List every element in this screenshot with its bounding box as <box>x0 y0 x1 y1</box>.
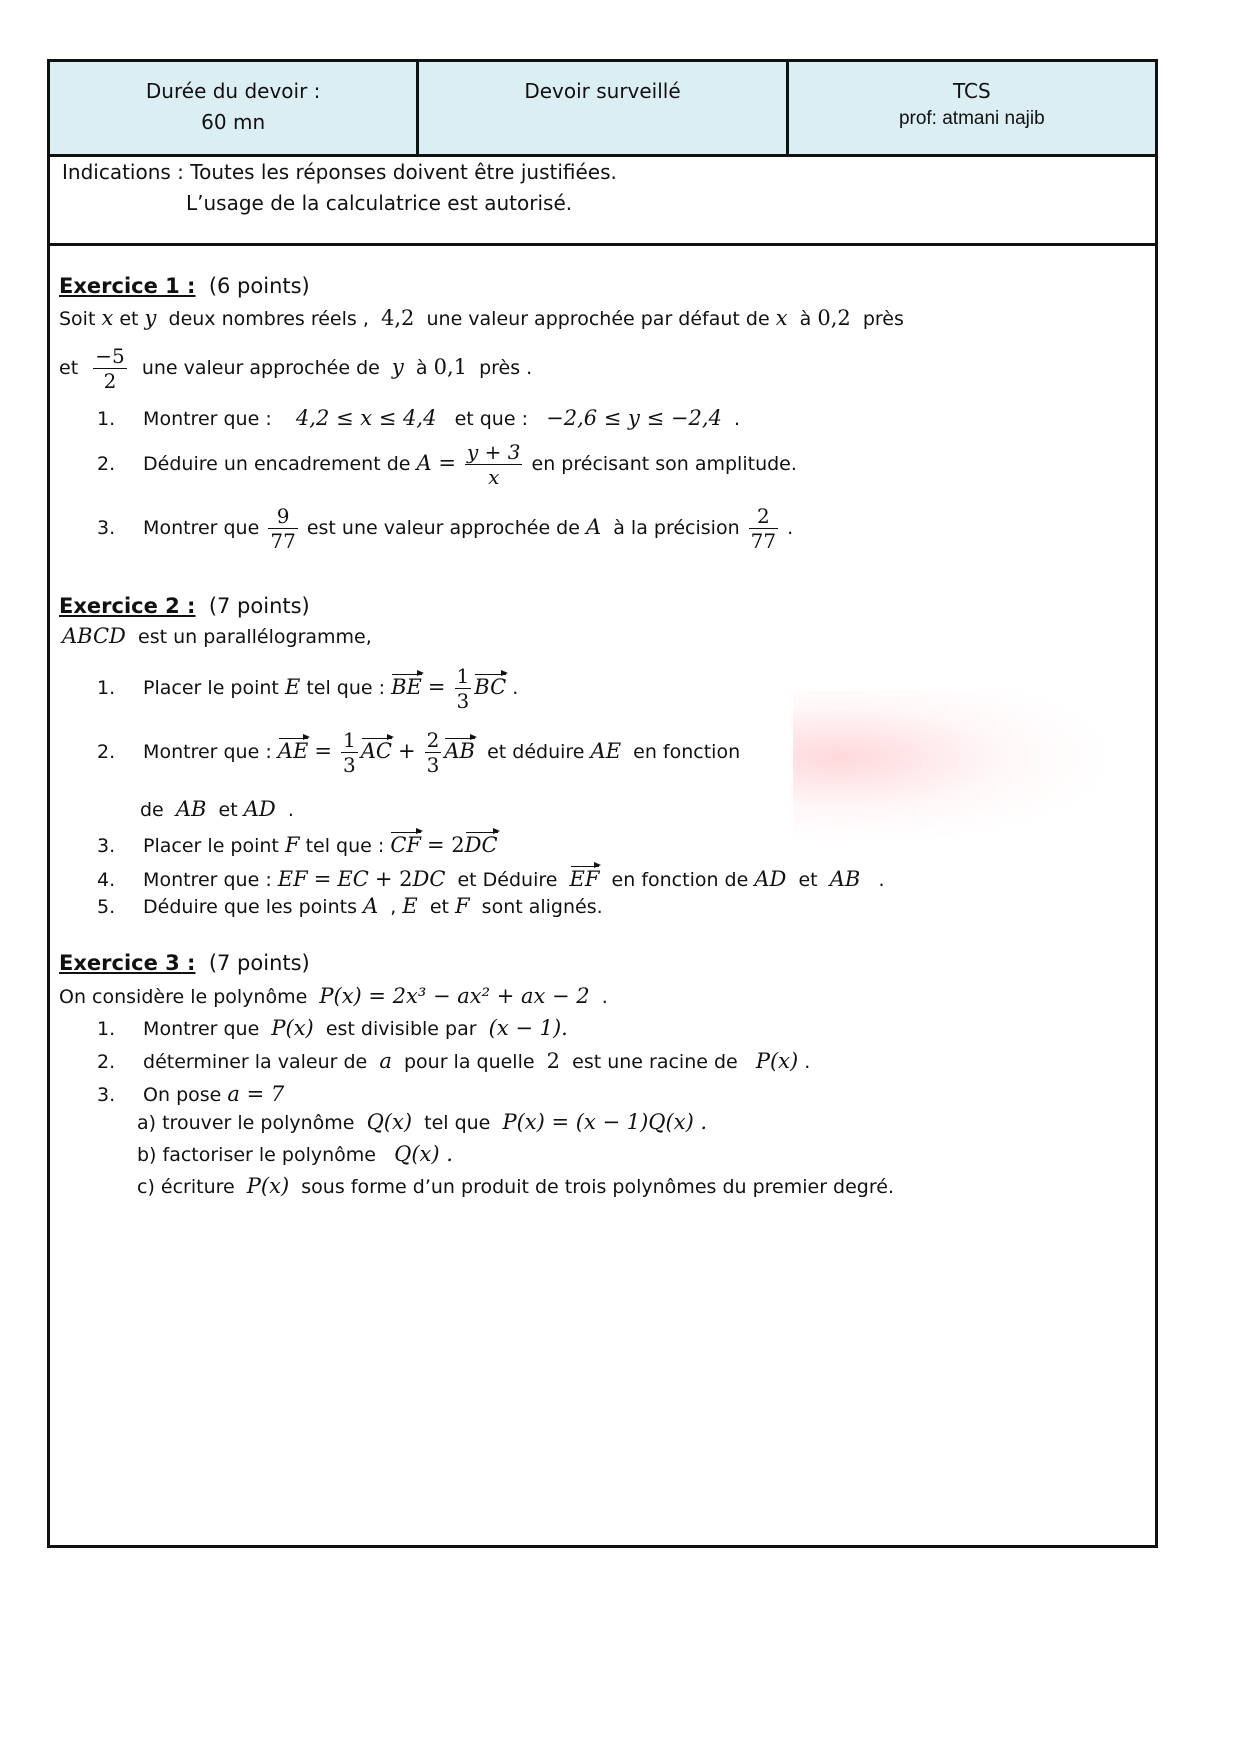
math-divisor: (x − 1). <box>488 1016 568 1040</box>
text: sont alignés. <box>481 896 603 918</box>
math-AE: AE <box>590 739 622 763</box>
fraction-2-3 <box>425 728 442 777</box>
indications <box>50 154 1155 246</box>
text: et <box>59 357 79 379</box>
math-Qx: Q(x) <box>366 1110 413 1134</box>
question-number: 4. <box>97 869 116 891</box>
text: à <box>799 308 812 330</box>
level: TCS <box>952 79 991 103</box>
math-inequality: −2,6 ≤ y ≤ −2,4 <box>546 406 722 430</box>
text: et Déduire <box>457 869 558 891</box>
question-number: 3. <box>97 1084 116 1106</box>
math-Px: P(x) <box>755 1049 799 1073</box>
text: On considère le polynôme <box>59 986 308 1008</box>
exercise-2-q4 <box>97 864 884 891</box>
text: en précisant son amplitude. <box>531 453 797 475</box>
fraction-1-3 <box>455 664 472 713</box>
numerator: −5 <box>95 344 125 368</box>
text: Montrer que <box>143 517 260 539</box>
text: à la précision <box>613 517 740 539</box>
text: . <box>878 869 885 891</box>
text: Montrer que : <box>143 408 272 430</box>
math-value: 0,2 <box>817 306 851 330</box>
exercise-3-q3c <box>137 1174 894 1198</box>
header-table <box>50 62 1155 157</box>
text: est divisible par <box>325 1018 477 1040</box>
fraction-9-77 <box>268 504 297 553</box>
text: b) factoriser le polynôme <box>137 1144 376 1166</box>
duration-value: 60 mn <box>201 110 266 134</box>
equals: = <box>313 867 332 891</box>
numerator: 9 <box>268 504 297 529</box>
math-y: y <box>391 355 404 379</box>
exercise-2-heading <box>59 594 310 618</box>
denominator: x <box>488 465 500 489</box>
math-E: E <box>402 894 418 918</box>
exercise-3-title: Exercice 3 : <box>59 951 196 975</box>
vector-EF: EF <box>570 864 600 891</box>
text: près <box>862 308 904 330</box>
text: Placer le point <box>143 677 279 699</box>
exercise-2-q3 <box>97 830 498 857</box>
question-number: 3. <box>97 835 116 857</box>
equals: = <box>427 675 446 699</box>
exercise-2-points: (7 points) <box>208 594 310 618</box>
text: Soit <box>59 308 96 330</box>
numerator: 1 <box>456 664 470 688</box>
text: tel que <box>424 1112 491 1134</box>
exercise-3-heading <box>59 951 310 975</box>
math-AD: AD <box>243 797 276 821</box>
exercise-3-intro <box>59 984 608 1008</box>
text: et <box>429 896 449 918</box>
text: et <box>119 308 139 330</box>
exercise-3-q2 <box>97 1049 810 1073</box>
text: . <box>601 986 608 1008</box>
numerator: 2 <box>749 504 778 529</box>
text: et <box>218 799 238 821</box>
math-A: A <box>363 894 379 918</box>
math-equation: P(x) = (x − 1)Q(x) . <box>502 1110 708 1134</box>
text: a) trouver le polynôme <box>137 1112 355 1134</box>
text: , <box>390 896 397 918</box>
plus: + <box>398 739 416 763</box>
text: Montrer que : <box>143 869 272 891</box>
math-AB: AB <box>175 797 207 821</box>
question-number: 3. <box>97 517 116 539</box>
question-number: 1. <box>97 677 116 699</box>
fraction-1-3 <box>341 728 358 777</box>
question-number: 5. <box>97 896 116 918</box>
exercise-3-q3 <box>97 1082 284 1106</box>
text: tel que : <box>306 677 386 699</box>
question-number: 2. <box>97 453 116 475</box>
exercise-1-points: (6 points) <box>208 274 310 298</box>
math-EF: EF <box>277 867 308 891</box>
plus-2: + 2 <box>374 867 413 891</box>
math-x: x <box>775 306 788 330</box>
denominator: 3 <box>426 753 440 777</box>
math-DC: DC <box>412 867 446 891</box>
question-number: 1. <box>97 408 116 430</box>
math-AB: AB <box>829 867 861 891</box>
text: . <box>287 799 294 821</box>
exercise-3-q3b <box>137 1142 453 1166</box>
text: . <box>787 517 794 539</box>
text: . <box>804 1051 811 1073</box>
text: et déduire <box>487 741 585 763</box>
exercise-1-q1 <box>97 406 740 430</box>
exercise-2-q5 <box>97 894 603 918</box>
text: Déduire que les points <box>143 896 357 918</box>
denominator: 2 <box>103 369 117 393</box>
math-Px: P(x) <box>271 1016 314 1040</box>
exercise-1-intro-2 <box>59 344 532 393</box>
exercise-1-intro <box>59 306 904 330</box>
math-x: x <box>101 306 114 330</box>
question-number: 2. <box>97 741 116 763</box>
fraction-2-77 <box>749 504 778 553</box>
text: et <box>798 869 818 891</box>
denominator: 77 <box>750 529 777 553</box>
exercise-1-heading <box>59 274 310 298</box>
text: près . <box>479 357 533 379</box>
math-Px: P(x) <box>246 1174 290 1198</box>
text: est un parallélogramme, <box>138 626 372 648</box>
text: est une valeur approchée de <box>306 517 580 539</box>
text: de <box>140 799 164 821</box>
math-value: 0,1 <box>433 355 467 379</box>
equals: = <box>314 739 332 763</box>
vector-DC: DC <box>465 830 498 857</box>
exercise-2-title: Exercice 2 : <box>59 594 196 618</box>
exercise-2-q1 <box>97 664 518 713</box>
exercise-3-q3a <box>137 1110 707 1134</box>
text: sous forme d’un produit de trois polynômes du premier degré. <box>301 1176 894 1198</box>
denominator: 77 <box>270 529 296 553</box>
exam-title: Devoir surveillé <box>524 79 681 103</box>
math-ABCD: ABCD <box>62 624 126 648</box>
math-A: A = <box>416 451 456 475</box>
denominator: 3 <box>342 753 356 777</box>
exercise-1-q2 <box>97 440 797 489</box>
exercise-1-title: Exercice 1 : <box>59 274 196 298</box>
exercise-2-q2 <box>97 728 740 777</box>
question-number: 2. <box>97 1051 116 1073</box>
vector-AC: AC <box>361 736 392 763</box>
pink-smudge <box>793 690 1098 840</box>
exercise-2-q2-cont <box>140 797 294 821</box>
math-a: a <box>379 1049 392 1073</box>
exercise-3-q1 <box>97 1016 568 1040</box>
text: une valeur approchée par défaut de <box>426 308 770 330</box>
math-A: A <box>585 515 602 539</box>
prof-name: prof: atmani najib <box>898 108 1045 129</box>
indication-line-2: L’usage de la calculatrice est autorisé. <box>186 191 573 215</box>
text: en fonction de <box>611 869 749 891</box>
text: Déduire un encadrement de <box>143 453 411 475</box>
math-E: E <box>284 675 301 699</box>
text: deux nombres réels , <box>168 308 369 330</box>
text: Montrer que : <box>143 741 272 763</box>
text: . <box>733 408 740 430</box>
math-F: F <box>284 833 300 857</box>
math-a-value: a = 7 <box>227 1082 285 1106</box>
math-Qx: Q(x) . <box>394 1142 453 1166</box>
text: c) écriture <box>137 1176 235 1198</box>
vector-AE: AE <box>278 736 309 763</box>
text: à <box>415 357 428 379</box>
indication-line-1: Indications : Toutes les réponses doivent être justifiées. <box>62 160 617 184</box>
text: tel que : <box>305 835 385 857</box>
math-F: F <box>455 894 470 918</box>
math-inequality: 4,2 ≤ x ≤ 4,4 <box>295 406 437 430</box>
exercise-2-intro <box>62 624 372 648</box>
text: en fonction <box>633 741 741 763</box>
text: et que : <box>454 408 528 430</box>
numerator: 2 <box>426 728 440 752</box>
math-y: y <box>144 306 157 330</box>
text: pour la quelle <box>403 1051 535 1073</box>
math-polynomial: P(x) = 2x³ − ax² + ax − 2 <box>319 984 590 1008</box>
numerator: y + 3 <box>466 440 521 464</box>
text: est une racine de <box>572 1051 738 1073</box>
math-value: 4,2 <box>380 306 415 330</box>
equals-2: = 2 <box>427 833 465 857</box>
title-cell <box>416 62 785 154</box>
vector-BC: BC <box>474 672 506 699</box>
exercise-3-points: (7 points) <box>208 951 310 975</box>
math-value: 2 <box>546 1049 561 1073</box>
fraction-minus-5-2 <box>93 344 126 393</box>
text: . <box>512 677 519 699</box>
math-AD: AD <box>754 867 787 891</box>
math-EC: EC <box>337 867 369 891</box>
fraction-A <box>465 440 523 489</box>
level-cell <box>786 62 1155 154</box>
denominator: 3 <box>456 689 470 713</box>
text: Montrer que <box>143 1018 260 1040</box>
vector-CF: CF <box>390 830 421 857</box>
text: Placer le point <box>143 835 279 857</box>
exercise-1-q3 <box>97 504 793 553</box>
duration-cell <box>50 62 416 154</box>
text: une valeur approchée de <box>141 357 380 379</box>
vector-AB: AB <box>444 736 475 763</box>
vector-BE: BE <box>391 672 422 699</box>
text: On pose <box>143 1084 222 1106</box>
question-number: 1. <box>97 1018 116 1040</box>
duration-label: Durée du devoir : <box>145 79 321 103</box>
numerator: 1 <box>342 728 356 752</box>
text: déterminer la valeur de <box>143 1051 368 1073</box>
